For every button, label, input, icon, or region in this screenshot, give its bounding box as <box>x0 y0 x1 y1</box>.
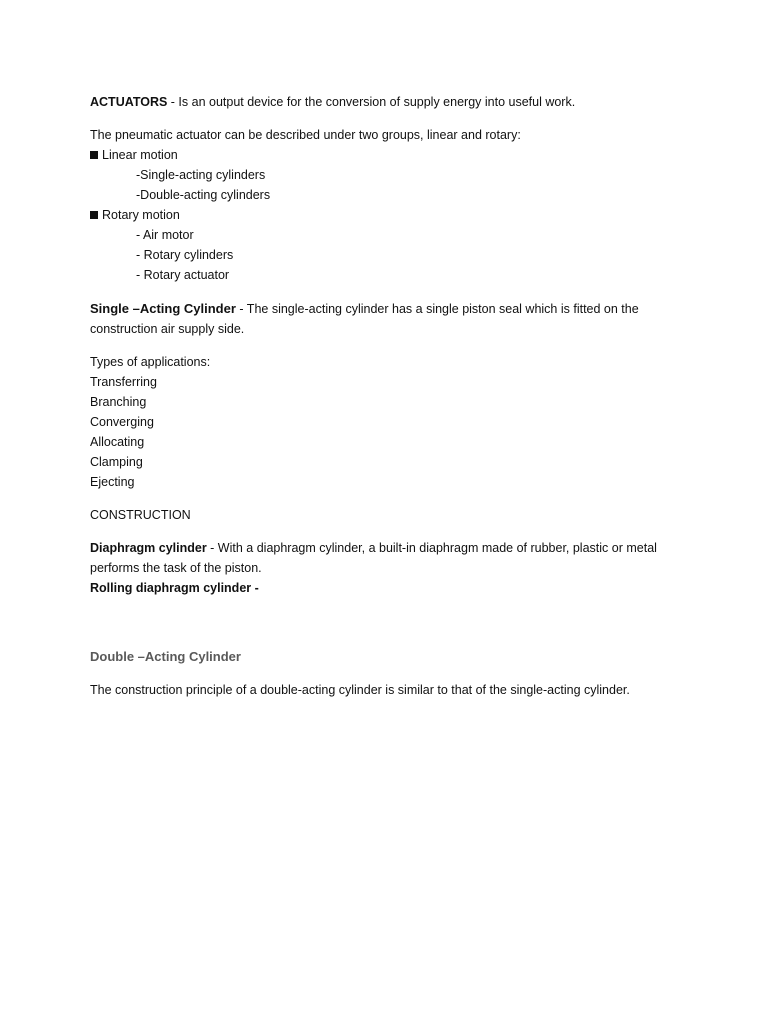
double-acting-text: The construction principle of a double-acting cylinder is similar to that of the single-acting cylinder. <box>90 683 630 697</box>
actuators-term: ACTUATORS <box>90 95 168 109</box>
list-item: Transferring <box>90 375 157 389</box>
list-item: Converging <box>90 415 154 429</box>
list-item: - Air motor <box>136 228 194 242</box>
list-item: Branching <box>90 395 147 409</box>
diaphragm-definition-text: - With a diaphragm cylinder, a built-in diaphragm made of rubber, plastic or metal performs the task of the piston. <box>90 541 657 575</box>
actuators-definition-text: - Is an output device for the conversion of supply energy into useful work. <box>167 95 576 109</box>
single-acting-definition-text: - The single-acting cylinder has a single piston seal which is fitted on the construction air supply side. <box>90 302 639 336</box>
square-bullet-icon <box>90 211 98 219</box>
groups-intro: The pneumatic actuator can be described under two groups, linear and rotary: <box>90 128 521 142</box>
construction-heading: CONSTRUCTION <box>90 508 191 522</box>
list-item: -Single-acting cylinders <box>136 168 266 182</box>
diaphragm-term: Diaphragm cylinder <box>90 541 207 555</box>
group-rotary-motion <box>90 205 690 225</box>
list-item: Ejecting <box>90 475 135 489</box>
list-item: Clamping <box>90 455 143 469</box>
actuator-groups <box>90 145 690 285</box>
applications-list <box>90 352 690 492</box>
document-body <box>90 92 690 700</box>
group-linear-motion <box>90 145 690 165</box>
list-item: -Double-acting cylinders <box>136 188 271 202</box>
group-label: Linear motion <box>102 148 178 162</box>
rolling-diaphragm-term: Rolling diaphragm cylinder - <box>90 581 259 595</box>
single-acting-definition <box>90 299 690 339</box>
group-label: Rotary motion <box>102 208 180 222</box>
actuators-definition <box>90 92 690 112</box>
square-bullet-icon <box>90 151 98 159</box>
list-item: Allocating <box>90 435 145 449</box>
diaphragm-definition <box>90 538 690 578</box>
applications-heading: Types of applications: <box>90 355 211 369</box>
list-item: - Rotary cylinders <box>136 248 234 262</box>
single-acting-term: Single –Acting Cylinder <box>90 301 236 316</box>
double-acting-heading: Double –Acting Cylinder <box>90 649 241 664</box>
list-item: - Rotary actuator <box>136 268 230 282</box>
